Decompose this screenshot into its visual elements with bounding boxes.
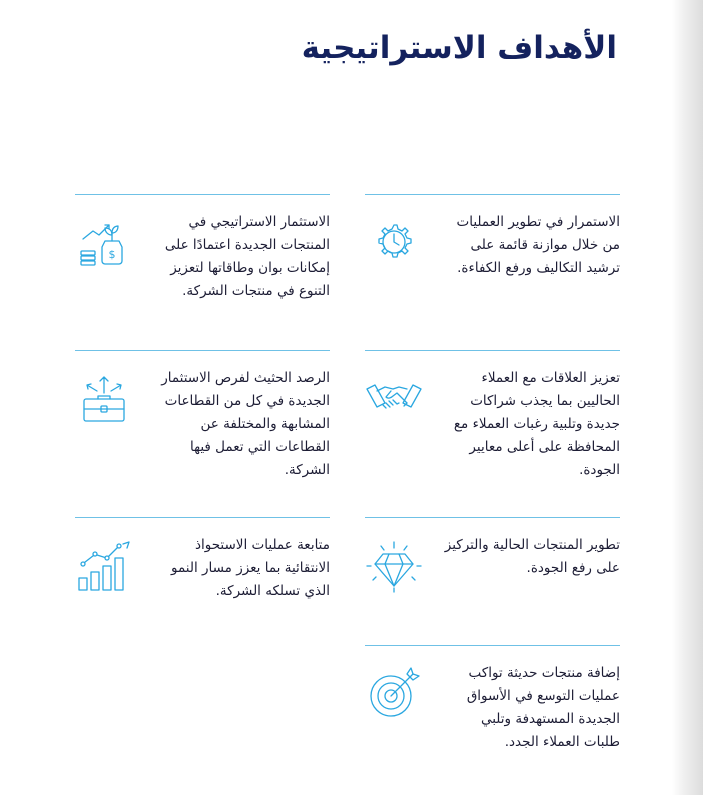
handshake-icon xyxy=(365,369,423,427)
goal-card-strategic-investment xyxy=(75,194,330,299)
goal-text: الرصد الحثيث لفرص الاستثمار الجديدة في كل من القطاعات المشابهة والمختلفة عن القطاعات التي تعمل فيها الشركة. xyxy=(161,370,330,478)
svg-text:$: $ xyxy=(108,248,116,261)
diamond-icon xyxy=(365,536,423,594)
goal-card-customer-relations xyxy=(365,350,620,478)
growth-chart-icon xyxy=(75,536,133,594)
goal-text: الاستمرار في تطوير العمليات من خلال موازنة قائمة على ترشيد التكاليف ورفع الكفاءة. xyxy=(456,214,620,276)
goal-card-new-products xyxy=(365,645,620,750)
goal-text: تطوير المنتجات الحالية والتركيز على رفع الجودة. xyxy=(444,537,620,576)
goal-text: متابعة عمليات الاستحواذ الانتقائية بما يعزز مسار النمو الذي تسلكه الشركة. xyxy=(171,537,330,599)
briefcase-arrows-icon xyxy=(75,369,133,427)
page-edge-shadow xyxy=(672,0,703,795)
goal-card-product-quality xyxy=(365,517,620,576)
goal-text: الاستثمار الاستراتيجي في المنتجات الجديدة اعتمادًا على إمكانات بوان وطاقاتها لتعزيز التنوع في منتجات الشركة. xyxy=(164,214,330,299)
goal-card-acquisitions xyxy=(75,517,330,599)
page-title: الأهداف الاستراتيجية xyxy=(301,30,617,66)
goal-card-cost-efficiency xyxy=(365,194,620,276)
money-growth-icon xyxy=(75,213,133,271)
target-icon xyxy=(365,664,423,722)
goal-text: إضافة منتجات حديثة تواكب عمليات التوسع في الأسواق الجديدة المستهدفة وتلبي طلبات العملاء الجدد. xyxy=(466,665,620,750)
goal-card-investment-monitoring xyxy=(75,350,330,478)
gear-clock-icon xyxy=(365,213,423,271)
goal-text: تعزيز العلاقات مع العملاء الحاليين بما يجذب شراكات جديدة وتلبية رغبات العملاء مع المحافظة على أعلى معايير الجودة. xyxy=(453,370,620,478)
